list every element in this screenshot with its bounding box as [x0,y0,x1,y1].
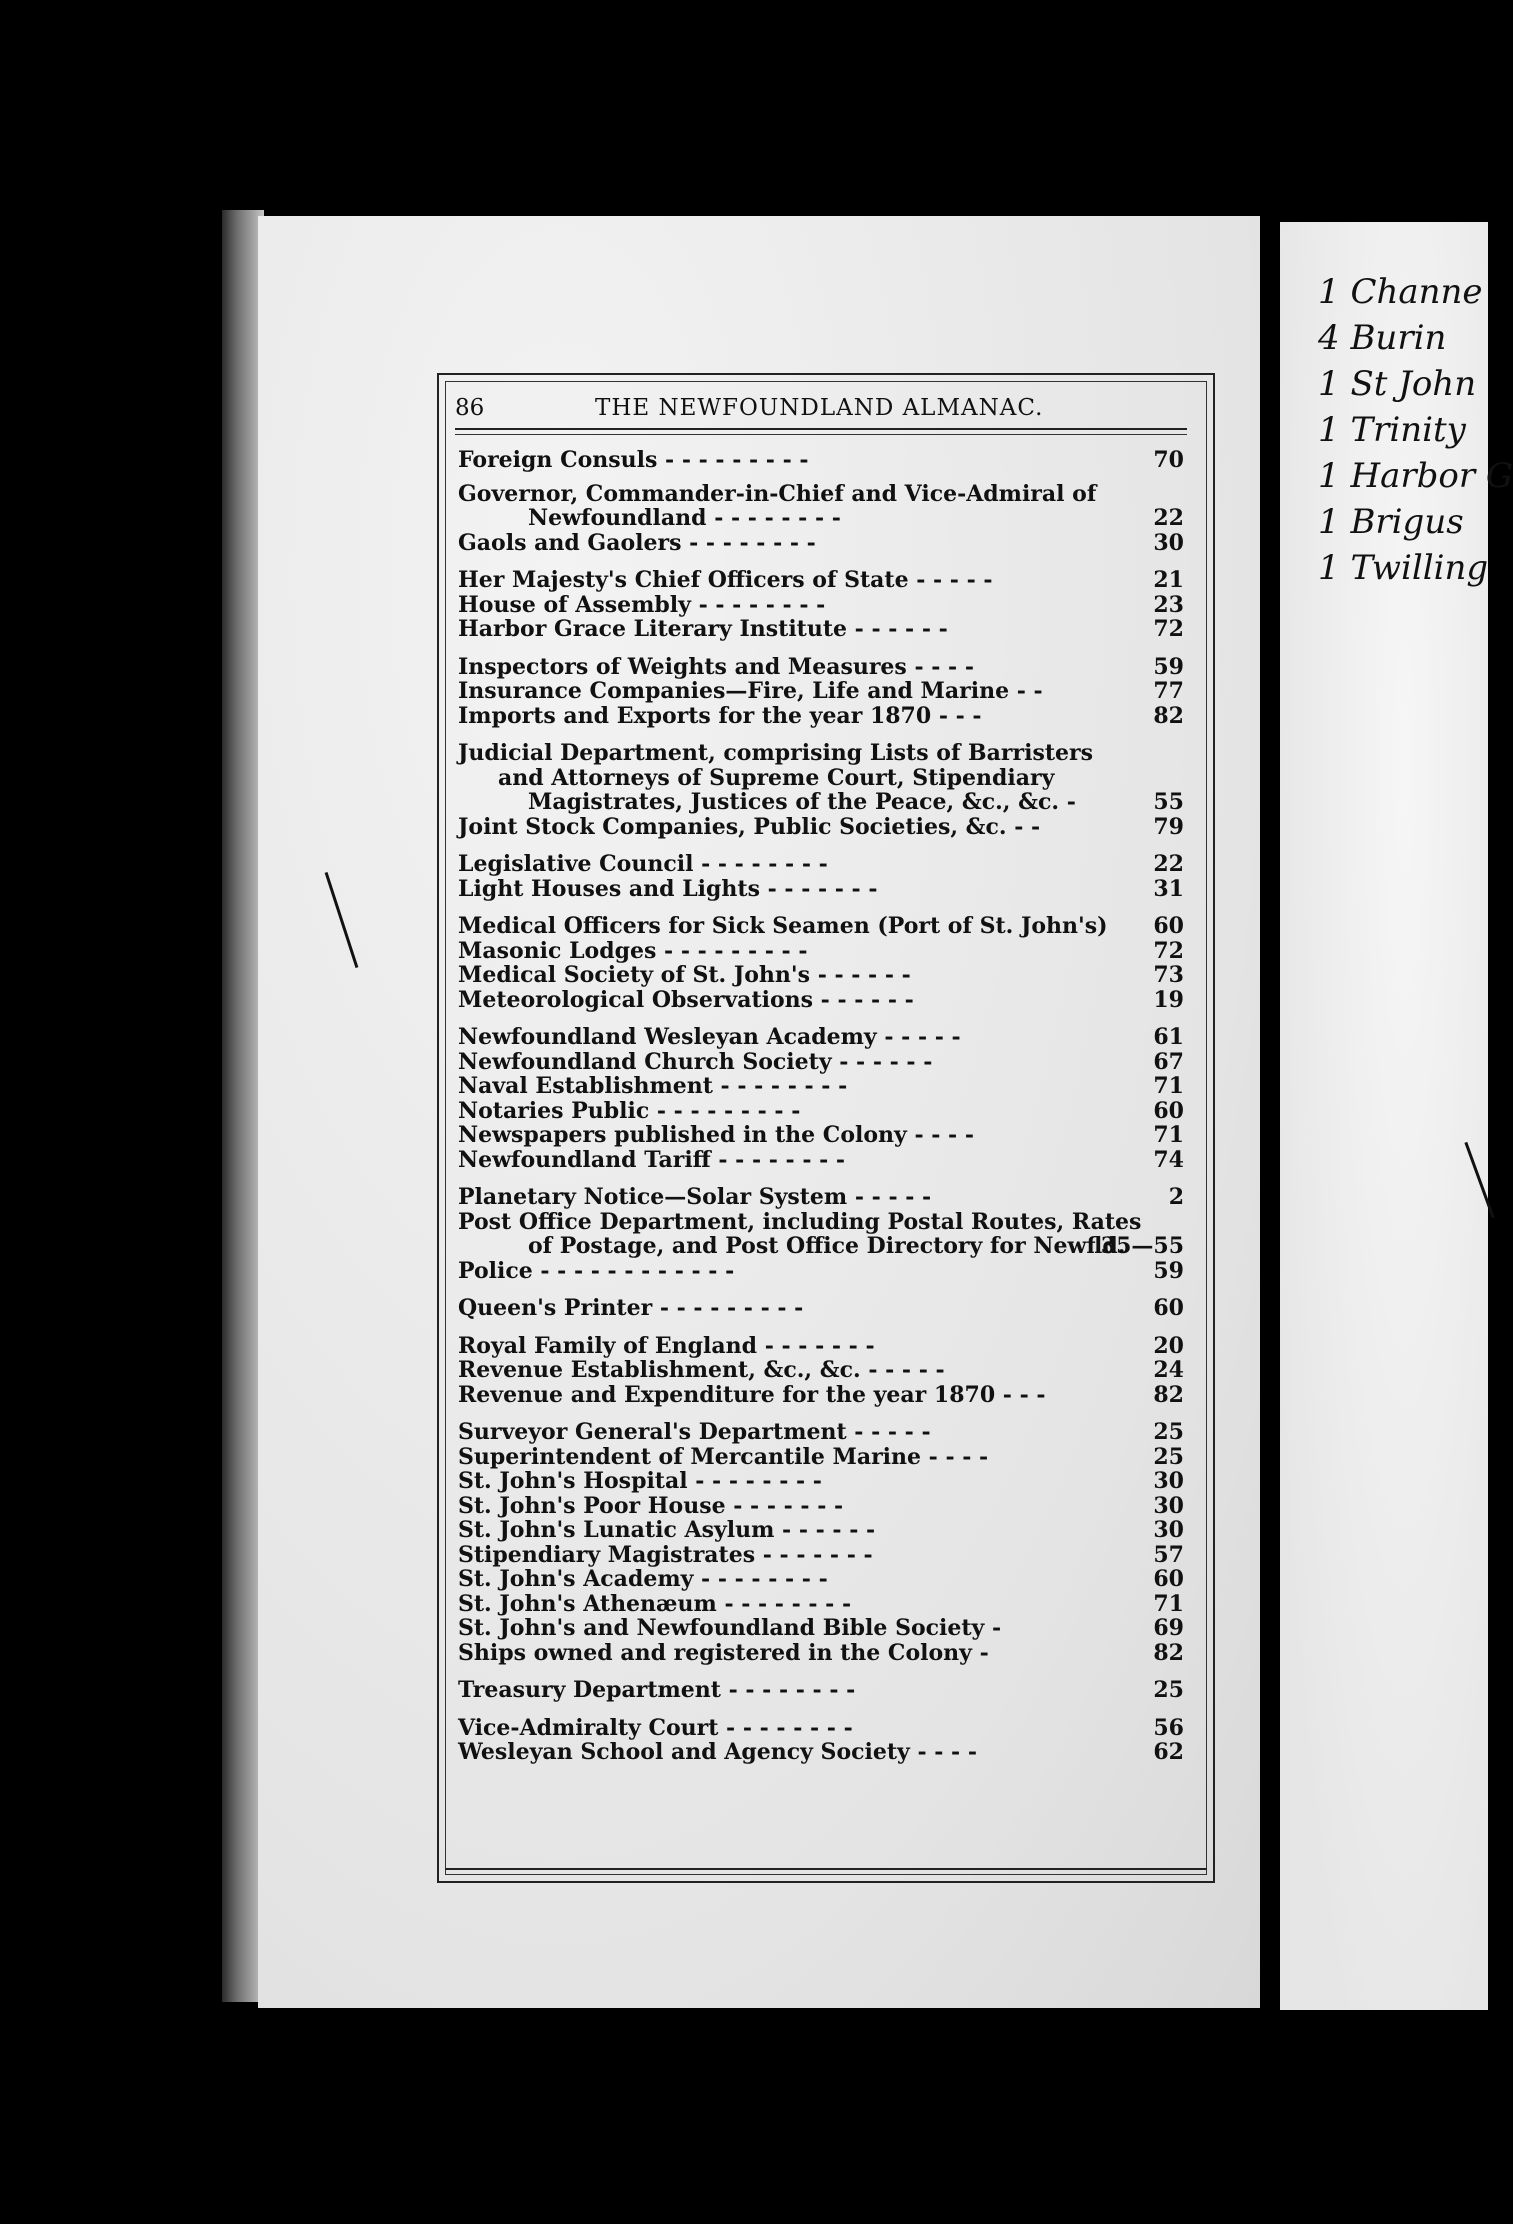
entry-page-number: 60 [1153,1097,1184,1124]
entry-page-number: 25 [1153,1443,1184,1470]
index-entry [458,1123,1184,1148]
entry-label: Revenue Establishment, &c., &c. - - - - - [458,1357,945,1383]
entry-page-number: 25 [1153,1677,1184,1703]
entry-label: Newfoundland - - - - - - - - [528,505,841,531]
index-entry [458,1259,1184,1284]
entry-label: Newspapers published in the Colony - - - - [458,1122,974,1148]
index-entry [458,1148,1184,1173]
page-title: THE NEWFOUNDLAND ALMANAC. [595,395,1044,421]
index-entry [458,1518,1184,1543]
entry-label: Medical Officers for Sick Seamen (Port of St. John's) [458,913,1108,939]
index-entry [458,1358,1184,1383]
entry-page-number: 55 [1153,789,1184,815]
handwritten-note: 1 Trinity [1318,410,1466,450]
handwritten-note: 1 Twilling [1318,548,1489,588]
index-entry [458,1210,1184,1259]
handwritten-note: 4 Burin [1318,318,1447,358]
entry-text [458,704,1184,729]
entry-label: Light Houses and Lights - - - - - - - [458,875,878,902]
entry-text [458,1383,1184,1408]
index-entry [458,655,1184,680]
index-entry [458,1641,1184,1666]
header-rule-thin [455,434,1187,435]
index-entry [458,939,1184,964]
handwritten-note: 1 Harbor G [1318,456,1513,496]
entry-text [458,1740,1184,1765]
entry-label: St. John's Academy - - - - - - - - [458,1566,828,1592]
entry-label: Joint Stock Companies, Public Societies, &c. - - [458,813,1041,840]
index-entry [458,568,1184,593]
index-entry [458,704,1184,729]
entry-text [458,877,1184,902]
entry-text [458,568,1184,593]
entry-page-number: 60 [1153,913,1184,939]
index-entry [458,1099,1184,1124]
entry-label: St. John's Hospital - - - - - - - - [458,1468,822,1494]
entry-label: Notaries Public - - - - - - - - - [458,1097,801,1124]
entry-label: Magistrates, Justices of the Peace, &c., &c. - [528,789,1076,815]
index-entry [458,1616,1184,1641]
entry-text [458,1296,1184,1321]
entry-page-number: 56 [1153,1714,1184,1741]
entry-text [458,1678,1184,1703]
entry-text [458,1641,1184,1666]
index-entry [458,1025,1184,1050]
entry-text [458,593,1184,618]
entry-text: Judicial Department, comprising Lists of Barristers [458,740,1093,766]
entry-page-number: 60 [1153,1566,1184,1592]
entry-label: Surveyor General's Department - - - - - [458,1419,931,1445]
index-entry [458,1383,1184,1408]
entry-page-number: 74 [1153,1146,1184,1173]
entry-label: Imports and Exports for the year 1870 - - - [458,702,982,729]
index-entry [458,1494,1184,1519]
entry-label: Wesleyan School and Agency Society - - - - [458,1739,977,1765]
entry-label: Stipendiary Magistrates - - - - - - - [458,1541,873,1568]
entry-page-number: 59 [1153,1257,1184,1284]
index-entry [458,531,1184,556]
index-entry [458,1445,1184,1470]
entry-label: Revenue and Expenditure for the year 1870 - - - [458,1381,1046,1408]
entry-page-number: 30 [1153,1492,1184,1519]
entry-label: Masonic Lodges - - - - - - - - - [458,937,808,964]
index-entry [458,741,1184,815]
entry-page-number: 19 [1153,986,1184,1013]
entry-page-number: 60 [1153,1295,1184,1321]
entry-page-number: 79 [1153,813,1184,840]
entry-label: Foreign Consuls - - - - - - - - - [458,447,809,473]
entry-label: Queen's Printer - - - - - - - - - [458,1295,804,1321]
entry-text [458,1234,1184,1259]
entry-text [458,1050,1184,1075]
entry-label: Gaols and Gaolers - - - - - - - - [458,529,816,556]
entry-label: St. John's Athenæum - - - - - - - - [458,1590,852,1617]
entry-page-number: 21 [1153,567,1184,593]
entry-page-number: 59 [1153,653,1184,680]
entry-text [458,790,1184,815]
entry-text [458,1420,1184,1445]
handwritten-note: 1 Channe [1318,272,1483,312]
entry-page-number: 24 [1153,1357,1184,1383]
index-list [458,448,1184,1765]
index-entry [458,1296,1184,1321]
entry-page-number: 71 [1153,1073,1184,1099]
entry-page-number: 25 [1153,1419,1184,1445]
entry-label: Naval Establishment - - - - - - - - [458,1073,848,1099]
entry-text [458,1185,1184,1210]
entry-text [458,1123,1184,1148]
header-rule [455,428,1187,430]
entry-text [458,1358,1184,1383]
entry-text [458,448,1184,473]
index-entry [458,1420,1184,1445]
entry-page-number: 82 [1153,1381,1184,1408]
entry-label: Newfoundland Wesleyan Academy - - - - - [458,1024,961,1050]
entry-page-number: 71 [1153,1122,1184,1148]
index-entry [458,1334,1184,1359]
entry-text [458,1025,1184,1050]
entry-text: and Attorneys of Supreme Court, Stipendiary [498,764,1055,791]
entry-label: Superintendent of Mercantile Marine - - - - [458,1443,989,1470]
entry-text [458,1518,1184,1543]
entry-label: Royal Family of England - - - - - - - [458,1332,875,1359]
entry-text [458,1334,1184,1359]
entry-page-number: 2 [1168,1184,1184,1210]
index-entry [458,1592,1184,1617]
entry-label: St. John's and Newfoundland Bible Society - [458,1615,1002,1641]
entry-page-number: 71 [1153,1590,1184,1617]
index-entry [458,914,1184,939]
entry-label: Treasury Department - - - - - - - - [458,1677,856,1703]
entry-page-number: 30 [1153,1517,1184,1543]
entry-text [458,963,1184,988]
entry-text [458,679,1184,704]
entry-text: Post Office Department, including Postal Routes, Rates [458,1208,1142,1235]
entry-text [458,1592,1184,1617]
entry-label: Newfoundland Church Society - - - - - - [458,1048,933,1075]
index-entry [458,963,1184,988]
entry-page-number: 72 [1153,937,1184,964]
entry-page-number: 57 [1153,1541,1184,1568]
entry-page-number: 82 [1153,702,1184,729]
entry-page-number: 77 [1153,678,1184,704]
entry-page-number: 61 [1153,1024,1184,1050]
index-entry [458,988,1184,1013]
page-gutter [1260,216,1280,2016]
entry-label: St. John's Lunatic Asylum - - - - - - [458,1517,876,1543]
entry-text [458,914,1184,939]
index-entry [458,1469,1184,1494]
entry-label: St. John's Poor House - - - - - - - [458,1492,844,1519]
entry-text [458,1716,1184,1741]
index-entry [458,815,1184,840]
page-number: 86 [455,395,485,421]
entry-text [458,531,1184,556]
entry-label: Vice-Admiralty Court - - - - - - - - [458,1714,853,1741]
entry-label: Newfoundland Tariff - - - - - - - - [458,1146,846,1173]
index-entry [458,1185,1184,1210]
index-entry [458,877,1184,902]
entry-label: of Postage, and Post Office Directory for Newfld. [528,1233,1126,1259]
handwritten-notes [1318,272,1513,594]
entry-page-number: 22 [1153,505,1184,531]
index-entry [458,1050,1184,1075]
entry-page-number: 73 [1153,962,1184,988]
index-entry [458,617,1184,642]
entry-page-number: 35—55 [1100,1233,1184,1259]
entry-text [458,617,1184,642]
entry-text [458,1567,1184,1592]
entry-page-number: 82 [1153,1639,1184,1666]
index-entry [458,593,1184,618]
running-head [455,395,1193,425]
index-entry [458,1716,1184,1741]
entry-label: Police - - - - - - - - - - - - [458,1257,735,1284]
entry-page-number: 30 [1153,1468,1184,1494]
entry-text [458,939,1184,964]
entry-page-number: 72 [1153,616,1184,642]
handwritten-note: 1 St John [1318,364,1477,404]
entry-text [458,1099,1184,1124]
index-entry [458,1740,1184,1765]
entry-text [458,1494,1184,1519]
entry-text [458,1543,1184,1568]
entry-text: Governor, Commander-in-Chief and Vice-Admiral of [458,480,1097,507]
index-entry [458,1678,1184,1703]
entry-text [458,1469,1184,1494]
entry-text [458,655,1184,680]
entry-label: Insurance Companies—Fire, Life and Marine - - [458,678,1043,704]
index-entry [458,852,1184,877]
entry-page-number: 31 [1153,875,1184,902]
entry-text [458,852,1184,877]
entry-text [458,1616,1184,1641]
entry-text [458,815,1184,840]
index-entry [458,448,1184,473]
entry-label: Her Majesty's Chief Officers of State - - - - - [458,567,993,593]
index-entry [458,679,1184,704]
entry-page-number: 23 [1153,591,1184,618]
entry-label: Harbor Grace Literary Institute - - - - - - [458,616,948,642]
entry-text [458,1445,1184,1470]
entry-page-number: 20 [1153,1332,1184,1359]
entry-page-number: 67 [1153,1048,1184,1075]
entry-text [458,988,1184,1013]
entry-page-number: 62 [1153,1739,1184,1765]
entry-label: Medical Society of St. John's - - - - - - [458,962,911,988]
handwritten-note: 1 Brigus [1318,502,1464,542]
entry-label: Inspectors of Weights and Measures - - - - [458,653,974,680]
index-entry [458,1543,1184,1568]
entry-label: Meteorological Observations - - - - - - [458,986,914,1013]
entry-text [458,1074,1184,1099]
entry-page-number: 69 [1153,1615,1184,1641]
entry-text [458,506,1184,531]
index-entry [458,1074,1184,1099]
index-entry [458,1567,1184,1592]
entry-page-number: 22 [1153,851,1184,877]
entry-label: Ships owned and registered in the Colony - [458,1639,989,1666]
entry-label: Planetary Notice—Solar System - - - - - [458,1184,932,1210]
entry-label: House of Assembly - - - - - - - - [458,591,826,618]
index-entry [458,482,1184,531]
entry-page-number: 30 [1153,529,1184,556]
entry-page-number: 70 [1153,447,1184,473]
entry-text [458,1148,1184,1173]
entry-label: Legislative Council - - - - - - - - [458,851,828,877]
footer-rule [445,1868,1207,1870]
entry-text [458,1259,1184,1284]
